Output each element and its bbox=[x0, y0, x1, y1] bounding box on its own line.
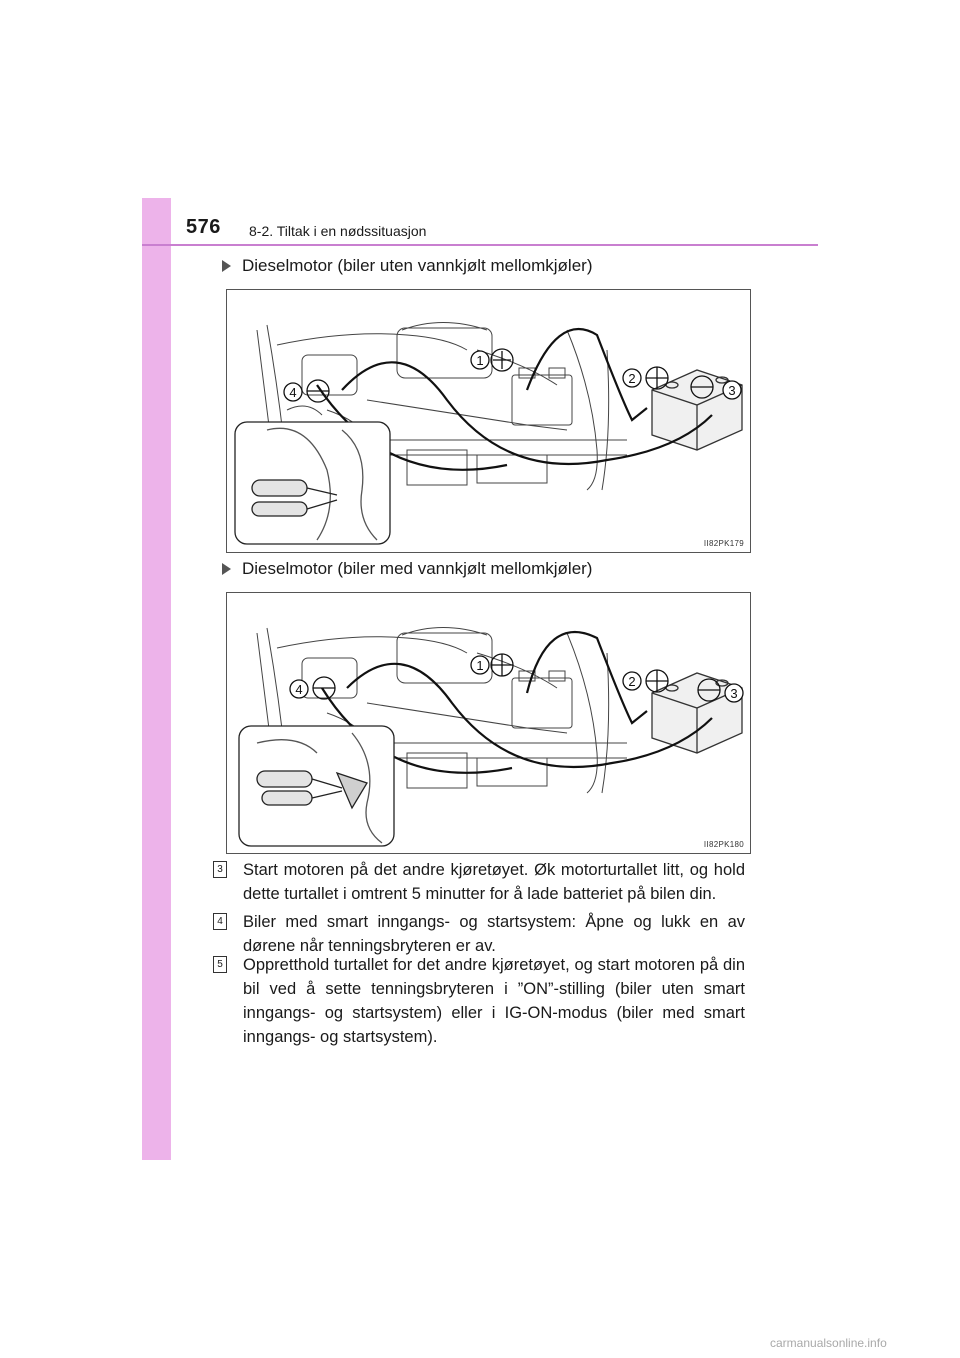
watermark: carmanualsonline.info bbox=[770, 1336, 887, 1350]
jumper-cable-diagram-1 bbox=[226, 289, 751, 553]
figure-1-label-3: 3 bbox=[728, 383, 736, 398]
figure-caption-1-text: Dieselmotor (biler uten vannkjølt mellomkjøler) bbox=[242, 256, 593, 275]
figure-2-label-2: 2 bbox=[628, 674, 636, 689]
step-text: Biler med smart inngangs- og startsystem: Åpne og lukk en av dørene når tenningsbryteren er av. bbox=[243, 913, 745, 955]
figure-2-label-4: 4 bbox=[295, 682, 303, 697]
figure-2-label-1: 1 bbox=[476, 658, 484, 673]
figure-1-label-1: 1 bbox=[476, 353, 484, 368]
step-text: Start motoren på det andre kjøretøyet. Øk motorturtallet litt, og hold dette turtallet i omtrent 5 minutter for å lade batteriet på bilen din. bbox=[243, 861, 745, 903]
figure-2-code: II82PK180 bbox=[703, 840, 744, 849]
bullet-triangle-icon bbox=[222, 563, 231, 575]
side-color-strip bbox=[142, 198, 171, 1160]
figure-1-label-2: 2 bbox=[628, 371, 636, 386]
step-4 bbox=[213, 910, 745, 958]
figure-1-code: II82PK179 bbox=[703, 539, 744, 548]
figure-caption-2-text: Dieselmotor (biler med vannkjølt mellomkjøler) bbox=[242, 559, 593, 578]
step-number-badge: 3 bbox=[213, 861, 227, 878]
booster-battery-drawing bbox=[652, 673, 742, 753]
figure-caption-2 bbox=[222, 559, 592, 579]
header-rule bbox=[142, 244, 818, 246]
bullet-triangle-icon bbox=[222, 260, 231, 272]
section-title: 8-2. Tiltak i en nødssituasjon bbox=[249, 223, 427, 239]
step-5 bbox=[213, 953, 745, 1049]
detail-inset bbox=[239, 726, 394, 846]
step-number-badge: 5 bbox=[213, 956, 227, 973]
jumper-cable-diagram-2 bbox=[226, 592, 751, 854]
page-number: 576 bbox=[186, 216, 221, 238]
figure-caption-1 bbox=[222, 256, 592, 276]
detail-inset bbox=[235, 422, 390, 544]
step-number-badge: 4 bbox=[213, 913, 227, 930]
step-3 bbox=[213, 858, 745, 906]
step-text: Oppretthold turtallet for det andre kjøretøyet, og start motoren på din bil ved å sette tenningsbryteren i ”ON”-stilling (biler uten smart inngangs- og startsystem) eller i IG-ON-modus (biler med smart inngangs- og startsystem). bbox=[243, 956, 745, 1046]
figure-2-label-3: 3 bbox=[730, 686, 738, 701]
figure-1-label-4: 4 bbox=[289, 385, 297, 400]
